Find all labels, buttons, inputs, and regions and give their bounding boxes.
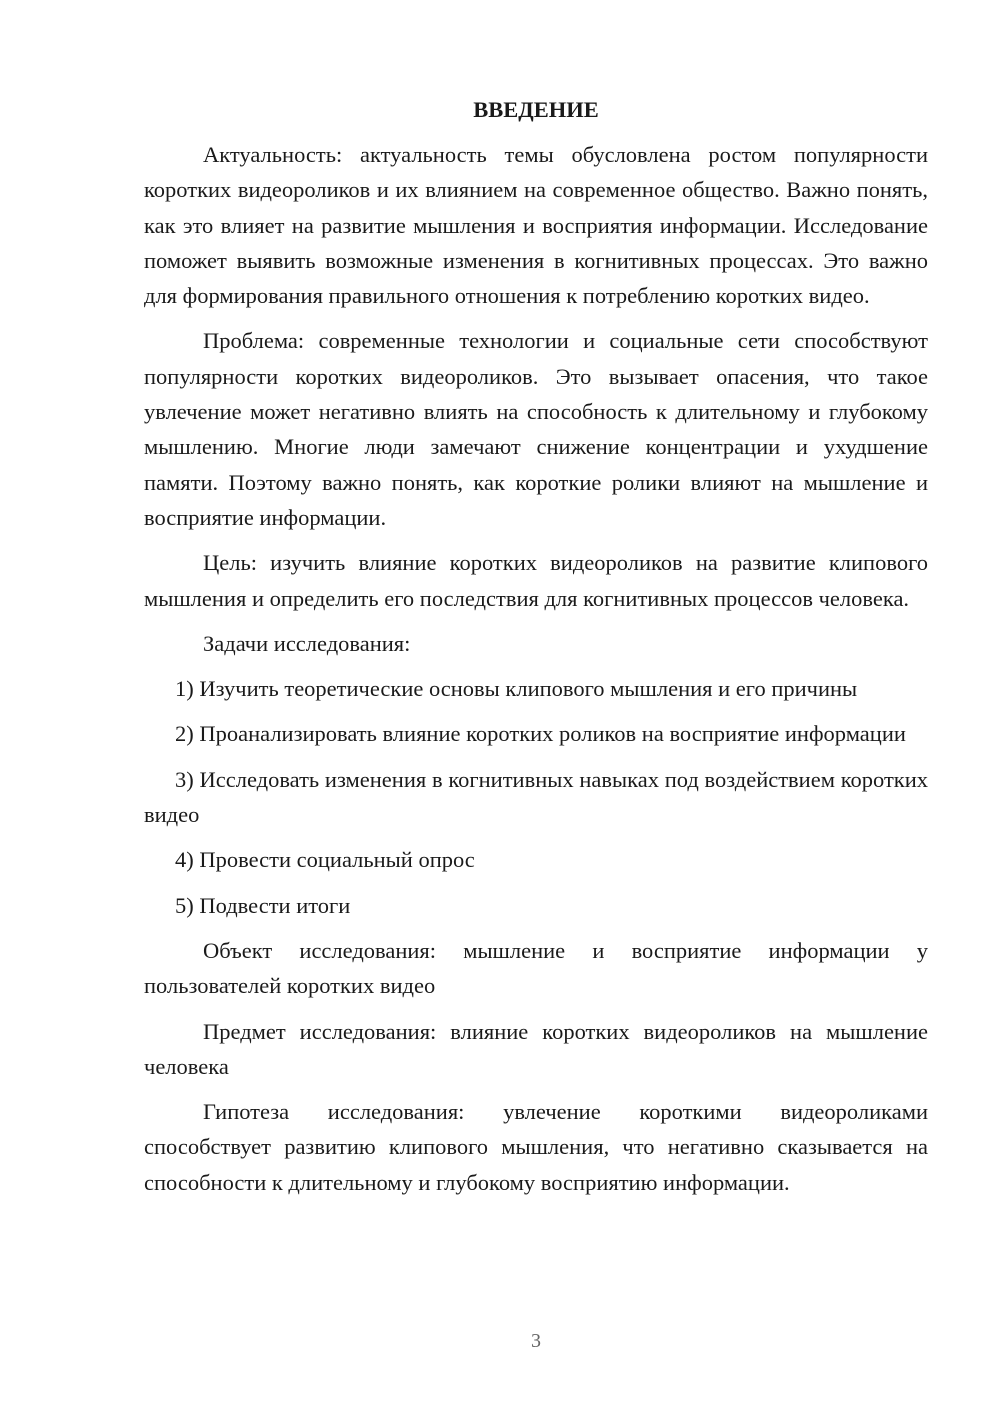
hypothesis-paragraph: Гипотеза исследования: увлечение короткими видеороликами способствует развитию клипового мышления, что негативно сказывается на способности к длительному и глубокому восприятию информации. xyxy=(144,1099,928,1195)
problem-paragraph: Проблема: современные технологии и социальные сети способствуют популярности коротких видеороликов. Это вызывает опасения, что такое увлечение может негативно влиять на способность к длительному и глубокому мышлению. Многие люди замечают снижение концентрации и ухудшение памяти. Поэтому важно понять, как короткие ролики влияют на мышление и восприятие информации. xyxy=(144,328,928,530)
goal-paragraph: Цель: изучить влияние коротких видеороликов на развитие клипового мышления и определить его последствия для когнитивных процессов человека. xyxy=(144,550,928,611)
relevance-paragraph: Актуальность: актуальность темы обусловлена ростом популярности коротких видеороликов и их влиянием на современное общество. Важно понять, как это влияет на развитие мышления и восприятия информации. Исследование поможет выявить возможные изменения в когнитивных процессах. Это важно для формирования правильного отношения к потреблению коротких видео. xyxy=(144,142,928,309)
task-item-5: 5) Подвести итоги xyxy=(175,892,351,918)
page-number: 3 xyxy=(531,1330,541,1352)
tasks-list xyxy=(144,671,928,923)
object-paragraph: Объект исследования: мышление и восприятие информации у пользователей коротких видео xyxy=(144,937,928,999)
task-item-1: 1) Изучить теоретические основы клипового мышления и его причины xyxy=(175,676,858,702)
tasks-heading: Задачи исследования: xyxy=(203,630,411,656)
task-item-3: 3) Исследовать изменения в когнитивных навыках под воздействием коротких видео xyxy=(144,766,928,828)
page-content xyxy=(144,92,928,1210)
task-item-4: 4) Провести социальный опрос xyxy=(175,847,475,873)
subject-paragraph: Предмет исследования: влияние коротких видеороликов на мышление человека xyxy=(144,1018,928,1079)
section-title: ВВЕДЕНИЕ xyxy=(473,97,599,122)
task-item-2: 2) Проанализировать влияние коротких роликов на восприятие информации xyxy=(175,721,906,747)
